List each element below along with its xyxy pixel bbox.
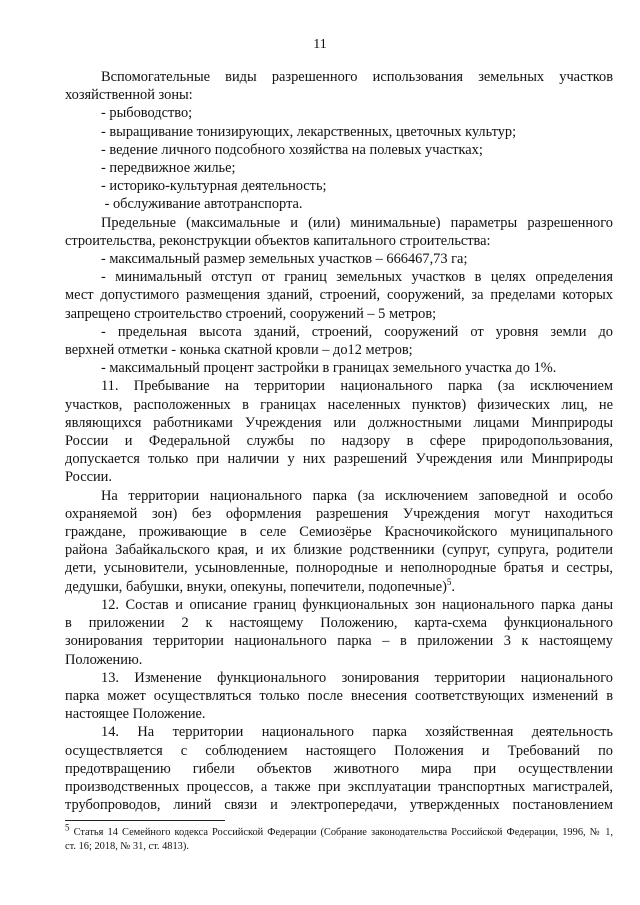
- limits-item: верхней отметки - конька скатной кровли – до12 метров;: [65, 342, 413, 359]
- paragraph-11-line: России и Федеральной службы по надзору в сфере природопользования,: [65, 433, 613, 450]
- limits-intro-line: Предельные (максимальные и (или) минимальные) параметры разрешенного: [101, 214, 613, 231]
- paragraph-13-line: парка может осуществляться только после внесения соответствующих изменений в: [65, 687, 613, 704]
- limits-item: - максимальный процент застройки в границах земельного участка до 1%.: [101, 360, 557, 377]
- footnote: [65, 822, 613, 854]
- limits-item: мест допустимого размещения зданий, строений, сооружений, за пределами которых: [65, 287, 613, 304]
- paragraph-11-line: 11. Пребывание на территории национального парка (за исключением: [101, 378, 613, 395]
- limits-item: - минимальный отступ от границ земельных участков в целях определения: [101, 269, 613, 286]
- paragraph-residents-line: охраняемой зон) без оформления разрешения Учреждения могут находиться: [65, 505, 613, 522]
- aux-list-item: - историко-культурная деятельность;: [101, 178, 327, 195]
- paragraph-13-line: 13. Изменение функционального зонирования территории национального: [101, 669, 613, 686]
- limits-item: - предельная высота зданий, строений, сооружений от уровня земли до: [101, 323, 613, 340]
- aux-list-item: - передвижное жилье;: [101, 160, 236, 177]
- page-number: 11: [313, 37, 327, 52]
- footnote-line: [65, 822, 613, 840]
- paragraph-residents-line: На территории национального парка (за исключением заповедной и особо: [101, 487, 613, 504]
- aux-list-item: - обслуживание автотранспорта.: [101, 196, 303, 213]
- limits-item: запрещено строительство строений, сооружений – 5 метров;: [65, 305, 437, 322]
- paragraph-residents-text: дедушки, бабушки, внуки, опекуны, попечители, подопечные): [65, 578, 447, 595]
- paragraph-residents-line: района Забайкальского края, и их близкие родственники (супруг, супруга, родители: [65, 542, 613, 559]
- aux-list-item: - выращивание тонизирующих, лекарственных, цветочных культур;: [101, 123, 517, 140]
- paragraph-14-line: трубопроводов, линий связи и электропередачи, утвержденных постановлением: [65, 797, 613, 814]
- footnote-line: ст. 16; 2018, № 31, ст. 4813).: [65, 841, 189, 852]
- paragraph-12-line: Положению.: [65, 651, 143, 668]
- paragraph-12-line: в приложении 2 к настоящему Положению, карта-схема функционального: [65, 615, 613, 632]
- paragraph-residents-line: [65, 578, 613, 596]
- limits-intro-line: строительства, реконструкции объектов капитального строительства:: [65, 232, 491, 249]
- paragraph-11-line: являющихся работниками Учреждения или должностными лицами Минприроды: [65, 414, 613, 431]
- paragraph-residents-end: .: [451, 578, 456, 595]
- paragraph-11-line: участков, расположенных в границах населенных пунктов) физических лиц, не: [65, 396, 613, 413]
- aux-heading-line: Вспомогательные виды разрешенного использования земельных участков: [101, 69, 613, 85]
- paragraph-residents-line: граждане, проживающие в селе Семиозёрье Красночикойского муниципального: [65, 524, 613, 541]
- paragraph-14-line: производственных процессов, а также при эксплуатации транспортных магистралей,: [65, 778, 613, 795]
- paragraph-14-line: предотвращению гибели объектов животного мира при осуществлении: [65, 760, 613, 777]
- footnote-text: Статья 14 Семейного кодекса Российской Федерации (Собрание законодательства Российской Федерации, 1996, № 1,: [69, 827, 613, 838]
- aux-list-item: - ведение личного подсобного хозяйства на полевых участках;: [101, 141, 483, 158]
- paragraph-12-line: 12. Состав и описание границ функциональных зон национального парка даны: [101, 596, 613, 613]
- footnote-marker: 5: [65, 822, 70, 833]
- footnote-reference[interactable]: 5: [446, 576, 452, 587]
- footnote-divider: [65, 820, 225, 821]
- paragraph-residents-line: дети, усыновители, усыновленные, полнородные и неполнородные братья и сестры,: [65, 560, 613, 577]
- paragraph-11-line: России.: [65, 469, 112, 486]
- document-body: [65, 68, 613, 814]
- paragraph-13-line: настоящее Положение.: [65, 706, 206, 723]
- paragraph-14-line: осуществляется с соблюдением настоящего Положения и Требований по: [65, 742, 613, 759]
- aux-heading-line: хозяйственной зоны:: [65, 87, 193, 104]
- limits-item: - максимальный размер земельных участков – 666467,73 га;: [101, 251, 468, 268]
- paragraph-11-line: допускается только при наличии у них разрешений Учреждения или Минприроды: [65, 451, 613, 468]
- paragraph-12-line: зонирования территории национального парка – в приложении 3 к настоящему: [65, 633, 613, 650]
- paragraph-14-line: 14. На территории национального парка хозяйственная деятельность: [101, 724, 613, 741]
- aux-list-item: - рыбоводство;: [101, 105, 193, 122]
